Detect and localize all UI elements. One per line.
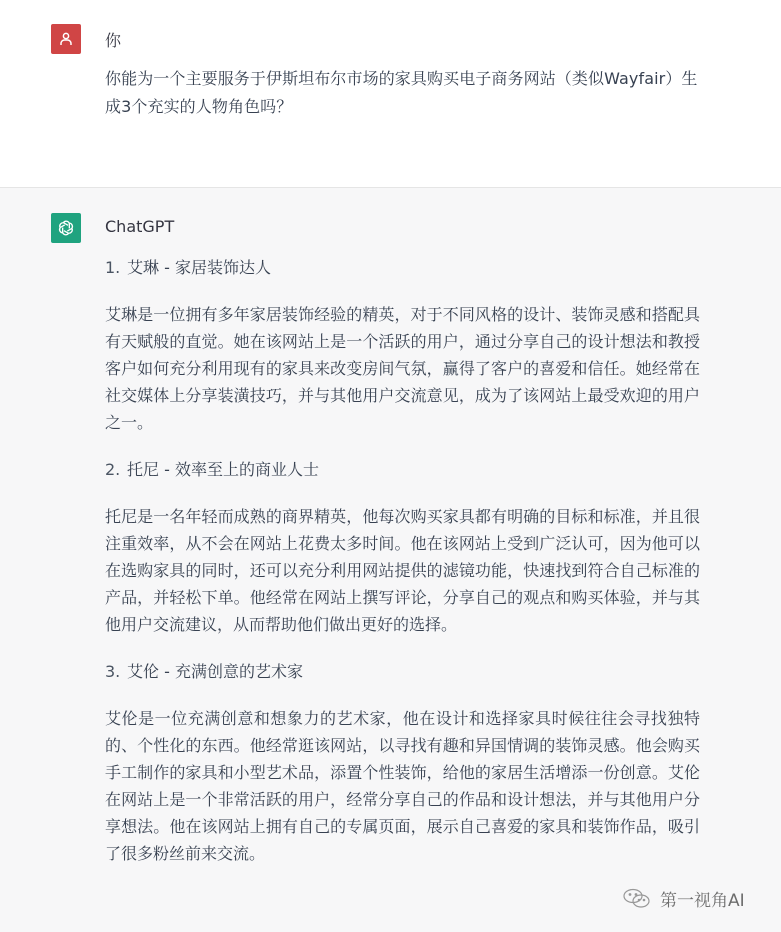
persona-heading-3	[105, 658, 700, 686]
user-avatar	[51, 24, 81, 54]
persona-description-3: 艾伦是一位充满创意和想象力的艺术家，他在设计和选择家具时候往往会寻找独特的、个性化的东西。他经常逛该网站，以寻找有趣和异国情调的装饰灵感。他会购买手工制作的家具和小型艺术品，添置个性装饰，给他的家居生活增添一份创意。艾伦在网站上是一个非常活跃的用户，经常分享自己的作品和设计想法，并与其他用户分享想法。他在该网站上拥有自己的专属页面，展示自己喜爱的家具和装饰作品，吸引了很多粉丝前来交流。	[105, 709, 700, 863]
assistant-author-name: ChatGPT	[105, 217, 175, 236]
user-message-block	[0, 0, 781, 188]
wechat-icon	[622, 888, 652, 910]
user-message-text: 你能为一个主要服务于伊斯坦布尔市场的家具购买电子商务网站（类似Wayfair）生成3个充实的人物角色吗？	[105, 69, 698, 116]
list-number: 2.	[105, 460, 121, 479]
persona-description-2: 托尼是一名年轻而成熟的商界精英，他每次购买家具都有明确的目标和标准，并且很注重效率，从不会在网站上花费太多时间。他在该网站上受到广泛认可，因为他可以在选购家具的同时，还可以充分利用网站提供的滤镜功能，快速找到符合自己标准的产品，并轻松下单。他经常在网站上撰写评论，分享自己的观点和购买体验，并与其他用户交流建议，从而帮助他们做出更好的选择。	[105, 507, 700, 634]
watermark-text: 第一视角AI	[660, 891, 745, 911]
persona-heading-2	[105, 456, 700, 484]
user-author-name: 你	[105, 31, 122, 50]
persona-title: 艾琳 - 家居装饰达人	[127, 258, 271, 277]
assistant-message-block	[0, 188, 781, 932]
assistant-response	[105, 254, 700, 887]
openai-logo-icon	[56, 218, 76, 238]
list-number: 3.	[105, 662, 121, 681]
list-number: 1.	[105, 258, 121, 277]
persona-description-1: 艾琳是一位拥有多年家居装饰经验的精英，对于不同风格的设计、装饰灵感和搭配具有天赋般的直觉。她在该网站上是一个活跃的用户，通过分享自己的设计想法和教授客户如何充分利用现有的家具来改变房间气氛，赢得了客户的喜爱和信任。她经常在社交媒体上分享装潢技巧，并与其他用户交流意见，成为了该网站上最受欢迎的用户之一。	[105, 305, 700, 432]
watermark	[622, 886, 745, 911]
persona-title: 艾伦 - 充满创意的艺术家	[127, 662, 303, 681]
user-icon	[58, 31, 74, 47]
persona-title: 托尼 - 效率至上的商业人士	[127, 460, 319, 479]
chatgpt-avatar	[51, 213, 81, 243]
persona-heading-1	[105, 254, 700, 282]
